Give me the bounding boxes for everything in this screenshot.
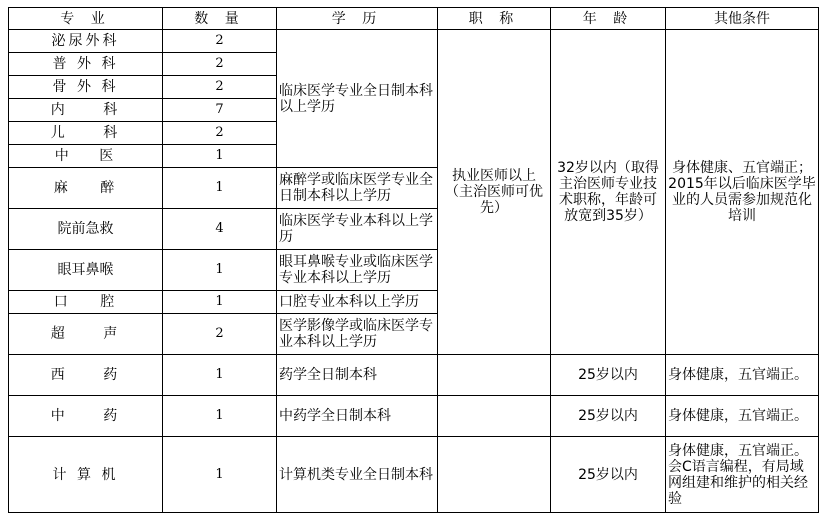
education-cell-oral: 口腔专业本科以上学历: [279, 294, 419, 310]
education-cell-tcm-pharmacy: 中药学全日制本科: [279, 408, 391, 424]
count-cell: 1: [215, 294, 224, 309]
education-cell-emergency: 临床医学专业本科以上学历: [279, 213, 433, 245]
education-cell-clinical: 临床医学专业全日制本科以上学历: [279, 82, 433, 115]
specialty-cell: 内 科: [50, 102, 121, 118]
count-cell: 1: [215, 180, 224, 195]
count-cell: 4: [215, 221, 224, 236]
education-cell-ent: 眼耳鼻喉专业或临床医学专业本科以上学历: [279, 254, 433, 286]
specialty-cell: 中 药: [50, 408, 121, 424]
count-cell: 2: [215, 326, 224, 341]
title-cell-merged: 执业医师以上（主治医师可优先）: [445, 168, 543, 216]
other-cell-computer: 身体健康，五官端正。会C语言编程，有局域网组建和维护的相关经验: [668, 442, 808, 507]
specialty-cell: 儿 科: [50, 125, 121, 141]
specialty-cell: 口 腔: [53, 294, 118, 310]
education-cell-anesthesia: 麻醉学或临床医学专业全日制本科以上学历: [279, 172, 433, 204]
count-cell: 1: [215, 262, 224, 277]
education-cell-ultrasound: 医学影像学或临床医学专业本科以上学历: [279, 318, 433, 350]
header-specialty: 专 业: [60, 10, 111, 27]
specialty-cell: 泌尿外科: [51, 33, 120, 49]
count-cell: 2: [215, 125, 224, 140]
count-cell: 1: [215, 367, 224, 382]
header-education: 学 历: [331, 10, 383, 27]
header-age: 年 龄: [582, 10, 634, 27]
education-cell-computer: 计算机类专业全日制本科: [279, 466, 433, 483]
age-cell-merged: 32岁以内（取得主治医师专业技术职称，年龄可放宽到35岁）: [557, 160, 659, 224]
age-cell-tcm-pharmacy: 25岁以内: [578, 408, 638, 424]
count-cell: 7: [215, 102, 224, 117]
age-cell-computer: 25岁以内: [578, 466, 638, 483]
other-cell-pharmacy: 身体健康，五官端正。: [668, 367, 808, 383]
age-cell-pharmacy: 25岁以内: [578, 367, 638, 383]
count-cell: 1: [215, 466, 224, 482]
header-quantity: 数 量: [194, 10, 245, 27]
count-cell: 1: [215, 148, 224, 163]
specialty-cell: 西 药: [50, 367, 121, 383]
specialty-cell: 普 外 科: [52, 56, 119, 72]
specialty-cell: 骨 外 科: [52, 79, 119, 95]
header-title: 职 称: [468, 10, 520, 27]
specialty-cell: 院前急救: [57, 221, 114, 237]
count-cell: 1: [215, 408, 224, 423]
specialty-cell: 麻 醉: [53, 180, 118, 196]
other-cell-merged: 身体健康、五官端正；2015年以后临床医学毕业的人员需参加规范化培训: [668, 160, 816, 224]
specialty-cell: 眼耳鼻喉: [57, 262, 114, 278]
specialty-cell: 超 声: [50, 326, 121, 342]
education-cell-pharmacy: 药学全日制本科: [279, 367, 377, 383]
specialty-cell: 中 医: [54, 148, 117, 164]
specialty-cell: 计 算 机: [52, 466, 119, 483]
count-cell: 2: [215, 79, 224, 94]
header-other: 其他条件: [714, 10, 770, 27]
count-cell: 2: [215, 56, 224, 71]
count-cell: 2: [215, 33, 224, 48]
other-cell-tcm-pharmacy: 身体健康，五官端正。: [668, 408, 808, 424]
